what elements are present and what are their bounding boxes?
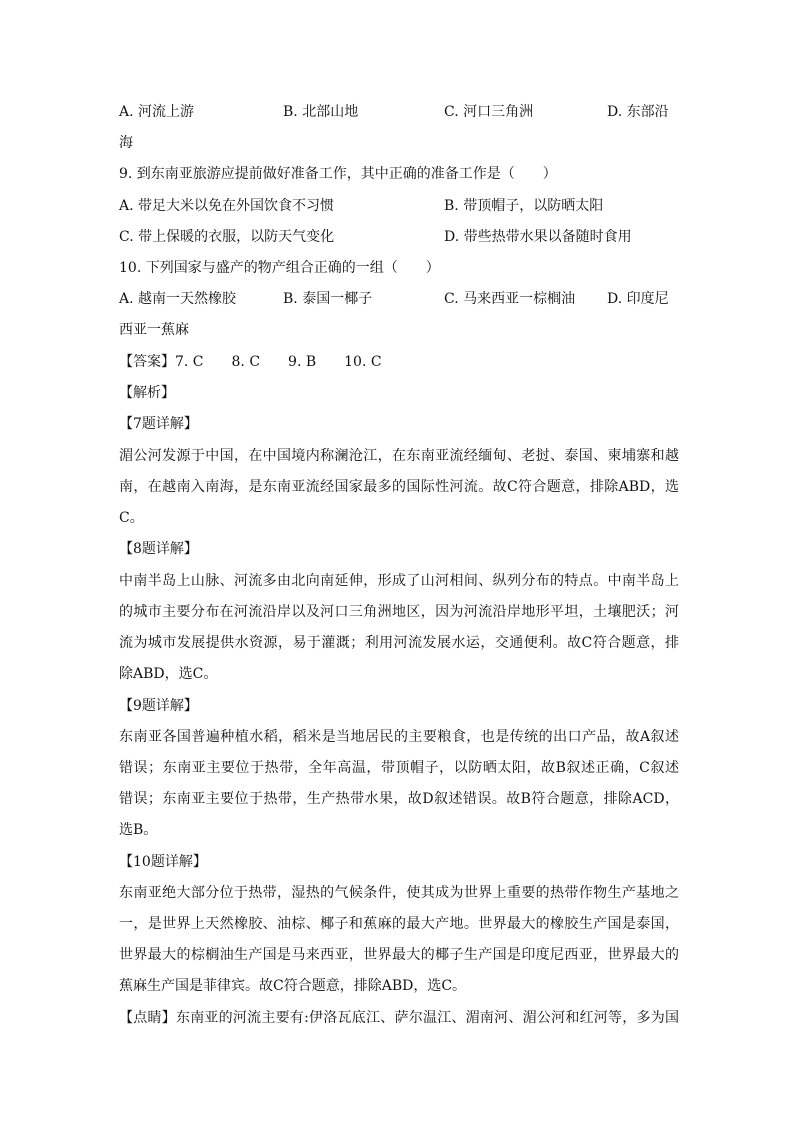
q8-option-d: D. 东部沿 [607, 104, 669, 120]
q10-option-a: A. 越南一天然橡胶 [119, 291, 237, 307]
detail-8-line: 除ABD，选C。 [119, 666, 218, 682]
detail-7-line: 南，在越南入南海，是东南亚流经国家最多的国际性河流。故C符合题意，排除ABD，选 [119, 479, 679, 495]
q9-stem: 9. 到东南亚旅游应提前做好准备工作，其中正确的准备工作是（ ） [119, 166, 557, 182]
q9-option-b: B. 带顶帽子，以防晒太阳 [444, 198, 604, 214]
detail-7-line: 湄公河发源于中国，在中国境内称澜沧江，在东南亚流经缅甸、老挝、泰国、柬埔寨和越 [119, 448, 679, 464]
detail-10-line: 一，是世界上天然橡胶、油棕、椰子和蕉麻的最大产地。世界最大的橡胶生产国是泰国， [119, 916, 679, 932]
detail-9-line: 错误；东南亚主要位于热带，全年高温，带顶帽子，以防晒太阳，故B叙述正确，C叙述 [119, 760, 679, 776]
detail-9-title: 【9题详解】 [119, 698, 198, 714]
detail-9-line: 东南亚各国普遍种植水稻，稻米是当地居民的主要粮食，也是传统的出口产品，故A叙述 [119, 729, 679, 745]
q9-option-a: A. 带足大米以免在外国饮食不习惯 [119, 198, 335, 214]
analysis-label: 【解析】 [119, 385, 175, 401]
detail-7-line: C。 [119, 510, 144, 526]
detail-10-line: 蕉麻生产国是菲律宾。故C符合题意，排除ABD，选C。 [119, 978, 467, 994]
q8-option-a: A. 河流上游 [119, 104, 195, 120]
q8-option-d-continued: 海 [119, 135, 133, 151]
detail-9-line: 错误；东南亚主要位于热带，生产热带水果，故D叙述错误。故B符合题意，排除ACD， [119, 791, 679, 807]
tip-line: 【点睛】东南亚的河流主要有:伊洛瓦底江、萨尔温江、湄南河、湄公河和红河等，多为国 [119, 1010, 679, 1026]
detail-7-title: 【7题详解】 [119, 416, 198, 432]
q9-option-c: C. 带上保暖的衣服，以防天气变化 [119, 229, 335, 245]
detail-10-line: 东南亚绝大部分位于热带，湿热的气候条件，使其成为世界上重要的热带作物生产基地之 [119, 885, 679, 901]
q10-option-d-continued: 西亚一蕉麻 [119, 322, 189, 338]
detail-10-title: 【10题详解】 [119, 854, 207, 870]
q8-option-c: C. 河口三角洲 [444, 104, 534, 120]
detail-8-line: 中南半岛上山脉、河流多由北向南延伸，形成了山河相间、纵列分布的特点。中南半岛上 [119, 573, 679, 589]
q10-stem: 10. 下列国家与盛产的物产组合正确的一组（ ） [119, 260, 440, 276]
q10-option-b: B. 泰国一椰子 [283, 291, 373, 307]
detail-8-line: 的城市主要分布在河流沿岸以及河口三角洲地区，因为河流沿岸地形平坦，土壤肥沃；河 [119, 604, 679, 620]
answer-line: 【答案】7. C 8. C 9. B 10. C [119, 354, 382, 370]
detail-8-line: 流为城市发展提供水资源，易于灌溉；利用河流发展水运，交通便利。故C符合题意，排 [119, 635, 679, 651]
q10-option-c: C. 马来西亚一棕榈油 [444, 291, 576, 307]
q10-option-d: D. 印度尼 [607, 291, 669, 307]
detail-9-line: 选B。 [119, 822, 158, 838]
detail-8-title: 【8题详解】 [119, 541, 198, 557]
detail-10-line: 世界最大的棕榈油生产国是马来西亚，世界最大的椰子生产国是印度尼西亚，世界最大的 [119, 947, 679, 963]
q9-option-d: D. 带些热带水果以备随时食用 [444, 229, 632, 245]
q8-option-b: B. 北部山地 [283, 104, 359, 120]
